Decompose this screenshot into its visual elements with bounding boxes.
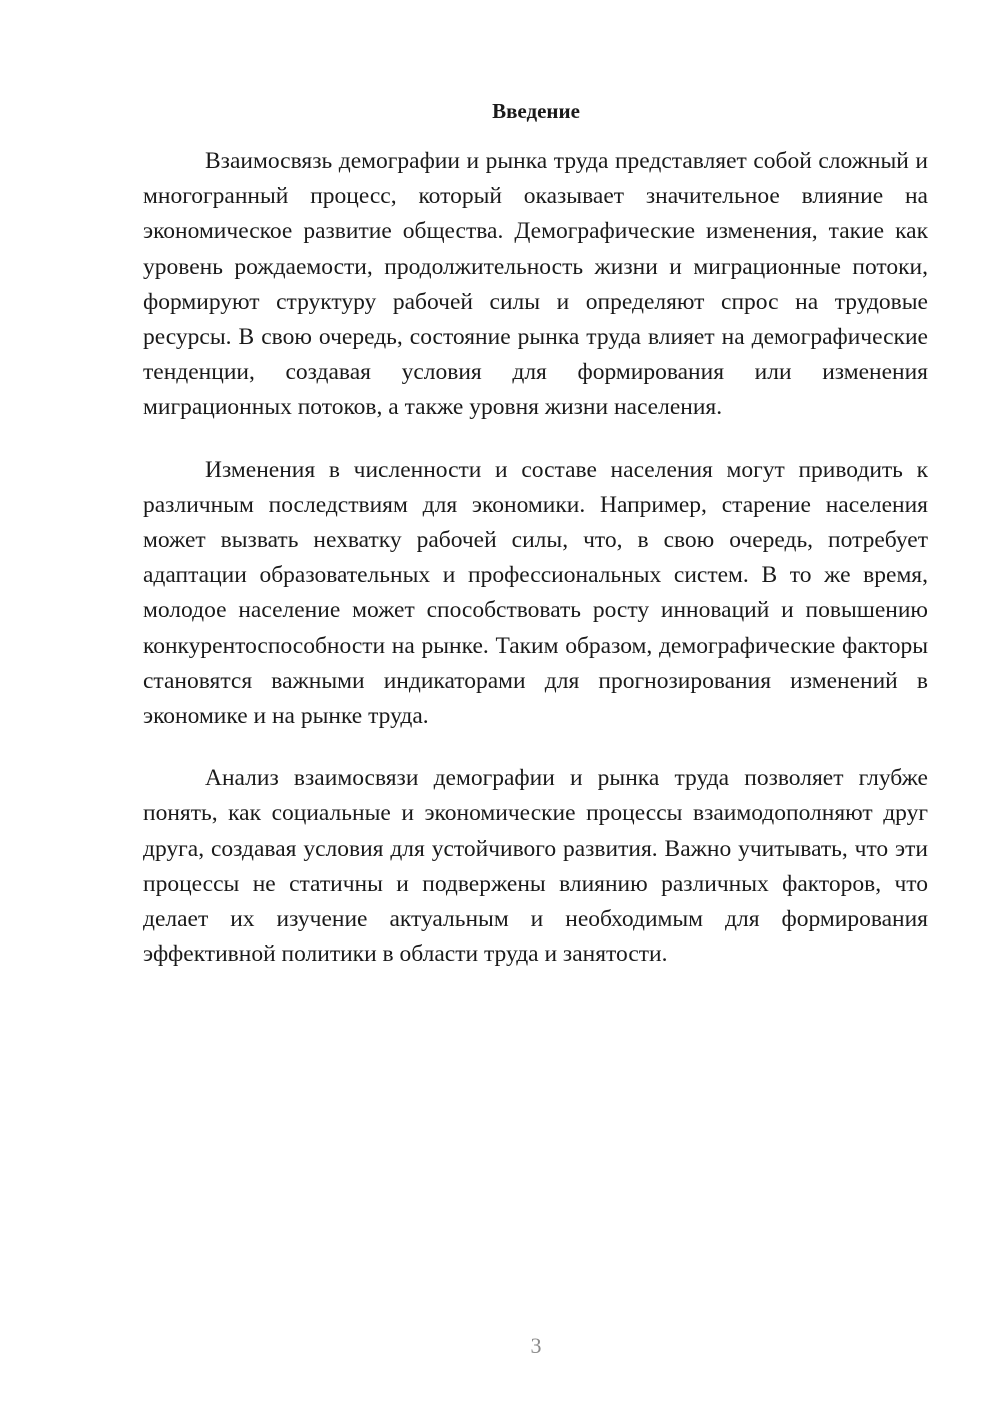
section-heading: Введение xyxy=(492,99,580,123)
paragraph-2: Изменения в численности и составе населения могут приводить к различным последствиям для экономики. Например, старение населения может вызвать нехватку рабочей силы, что, в свою очередь, потребует адаптации образовательных и профессиональных систем. В то же время, молодое население может способствовать росту инноваций и повышению конкурентоспособности на рынке. Таким образом, демографические факторы становятся важными индикаторами для прогнозирования изменений в экономике и на рынке труда. xyxy=(143,456,928,730)
paragraph-1: Взаимосвязь демографии и рынка труда представляет собой сложный и многогранный процесс, который оказывает значительное влияние на экономическое развитие общества. Демографические изменения, такие как уровень рождаемости, продолжительность жизни и миграционные потоки, формируют структуру рабочей силы и определяют спрос на трудовые ресурсы. В свою очередь, состояние рынка труда влияет на демографические тенденции, создавая условия для формирования или изменения миграционных потоков, а также уровня жизни населения. xyxy=(143,148,928,421)
body-text xyxy=(143,144,928,999)
page-number: 3 xyxy=(530,1333,542,1358)
paragraph-3: Анализ взаимосвязи демографии и рынка труда позволяет глубже понять, как социальные и экономические процессы взаимодополняют друг друга, создавая условия для устойчивого развития. Важно учитывать, что эти процессы не статичны и подвержены влиянию различных факторов, что делает их изучение актуальным и необходимым для формирования эффективной политики в области труда и занятости. xyxy=(143,765,928,968)
